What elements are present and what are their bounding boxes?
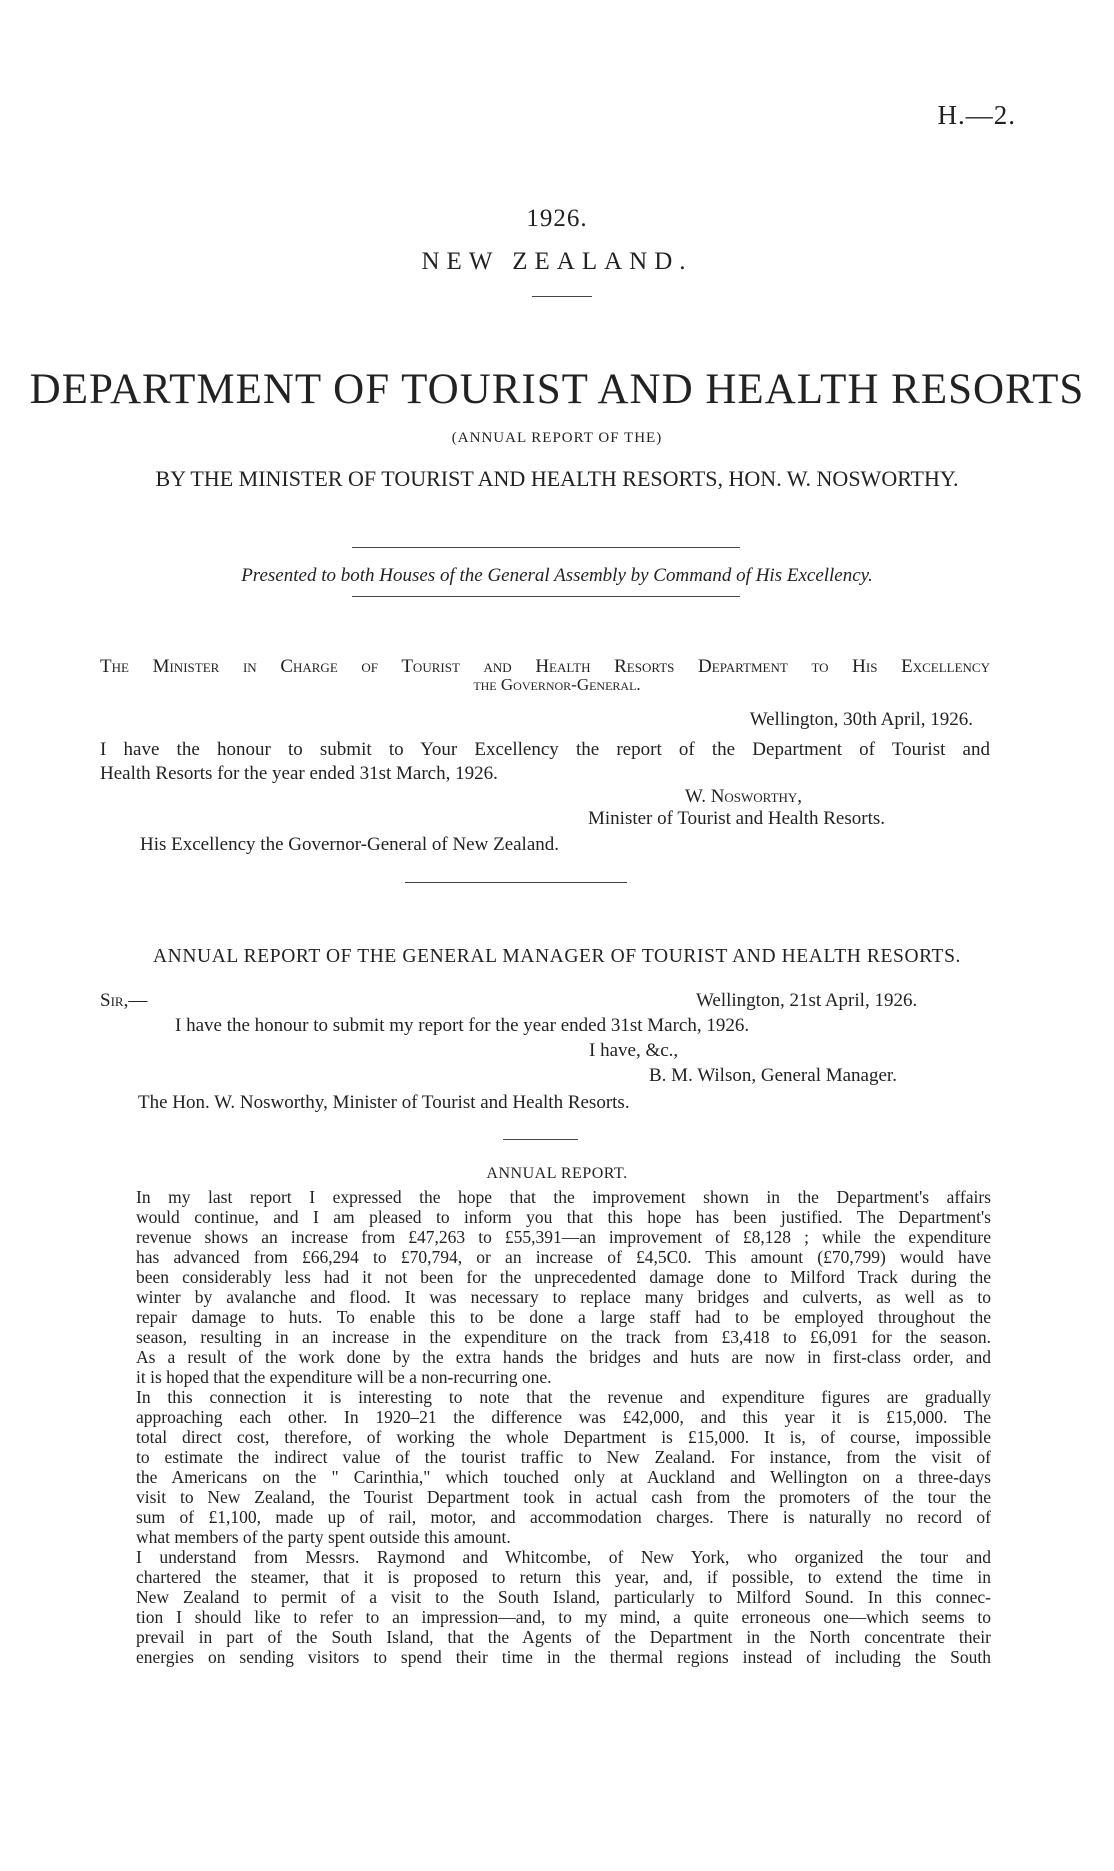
manager-letter-addressee: The Hon. W. Nosworthy, Minister of Tourist and Health Resorts. — [138, 1092, 630, 1113]
report-line: approaching each other. In 1920–21 the difference was £42,000, and this year it is £15,000. The — [136, 1407, 991, 1427]
report-paragraph — [88, 1187, 991, 1387]
report-line: been considerably less had it not been for the unprecedented damage done to Milford Track during the — [136, 1267, 991, 1287]
report-line: tion I should like to refer to an impression—and, to my mind, a quite erroneous one—which seems to — [136, 1607, 991, 1627]
report-line: prevail in part of the South Island, that the Agents of the Department in the North concentrate their — [136, 1627, 991, 1647]
minister-letter-heading-continued: the Governor-General. — [473, 675, 641, 694]
minister-letter-body-line1: I have the honour to submit to Your Excellency the report of the Department of Tourist and — [100, 739, 990, 760]
manager-letter-date: Wellington, 21st April, 1926. — [696, 990, 918, 1011]
report-line: sum of £1,100, made up of rail, motor, and accommodation charges. There is naturally no record of — [136, 1507, 991, 1527]
report-paragraph — [88, 1387, 991, 1547]
report-line: chartered the steamer, that it is proposed to return this year, and, if possible, to extend the time in — [136, 1567, 991, 1587]
report-line: In this connection it is interesting to note that the revenue and expenditure figures are gradually — [136, 1387, 991, 1407]
report-line: I understand from Messrs. Raymond and Whitcombe, of New York, who organized the tour and — [136, 1547, 991, 1567]
byline: BY THE MINISTER OF TOURIST AND HEALTH RESORTS, HON. W. NOSWORTHY. — [155, 466, 959, 491]
minister-signature-title: Minister of Tourist and Health Resorts. — [588, 808, 886, 829]
report-line: revenue shows an increase from £47,263 to £55,391—an improvement of £8,128 ; while the expenditure — [136, 1227, 991, 1247]
divider-presented-bottom — [352, 596, 740, 597]
manager-letter-salutation: Sir,— — [100, 990, 148, 1011]
divider-short-top — [532, 296, 592, 297]
report-line: winter by avalanche and flood. It was necessary to replace many bridges and culverts, as well as to — [136, 1287, 991, 1307]
annual-report-heading: ANNUAL REPORT. — [486, 1165, 628, 1182]
divider-short-bottom — [503, 1139, 578, 1140]
report-line: to estimate the indirect value of the tourist traffic to New Zealand. For instance, from the visit of — [136, 1447, 991, 1467]
manager-letter-closing: I have, &c., — [589, 1040, 679, 1061]
minister-letter-addressee: His Excellency the Governor-General of New Zealand. — [140, 834, 560, 855]
report-line: has advanced from £66,294 to £70,794, or an increase of £4,5C0. This amount (£70,799) would have — [136, 1247, 991, 1267]
report-line: repair damage to huts. To enable this to be done a large staff had to be employed throughout the — [136, 1307, 991, 1327]
report-line: In my last report I expressed the hope that the improvement shown in the Department's affairs — [136, 1187, 991, 1207]
report-paragraph — [88, 1547, 991, 1667]
minister-letter-heading: The Minister in Charge of Tourist and Health Resorts Department to His Excellency — [100, 656, 990, 677]
report-line: visit to New Zealand, the Tourist Department took in actual cash from the promoters of the tour the — [136, 1487, 991, 1507]
manager-letter-body: I have the honour to submit my report for the year ended 31st March, 1926. — [175, 1015, 750, 1036]
document-year: 1926. — [526, 205, 588, 232]
report-line: it is hoped that the expenditure will be a non-recurring one. — [136, 1367, 552, 1387]
minister-signature-name: W. Nosworthy, — [685, 786, 803, 807]
country-heading: NEW ZEALAND. — [421, 248, 693, 275]
divider-presented-top — [352, 547, 740, 548]
report-line: season, resulting in an increase in the expenditure on the track from £3,418 to £6,091 for the season. — [136, 1327, 991, 1347]
report-line: As a result of the work done by the extra hands the bridges and huts are now in first-class order, and — [136, 1347, 991, 1367]
general-manager-report-title: ANNUAL REPORT OF THE GENERAL MANAGER OF TOURIST AND HEALTH RESORTS. — [153, 946, 961, 967]
report-line: total direct cost, therefore, of working the whole Department is £15,000. It is, of course, impossible — [136, 1427, 991, 1447]
manager-letter-signature: B. M. Wilson, General Manager. — [649, 1065, 897, 1086]
report-line: New Zealand to permit of a visit to the South Island, particularly to Milford Sound. In this connec- — [136, 1587, 991, 1607]
presented-statement: Presented to both Houses of the General Assembly by Command of His Excellency. — [241, 565, 873, 586]
document-reference: H.—2. — [937, 100, 1016, 130]
report-line: the Americans on the " Carinthia," which touched only at Auckland and Wellington on a three-days — [136, 1467, 991, 1487]
main-title: DEPARTMENT OF TOURIST AND HEALTH RESORTS — [29, 366, 1085, 413]
minister-letter-body-line2: Health Resorts for the year ended 31st March, 1926. — [100, 763, 498, 784]
report-body — [88, 1187, 991, 1667]
report-line: energies on sending visitors to spend their time in the thermal regions instead of including the South — [136, 1647, 991, 1667]
minister-letter-date: Wellington, 30th April, 1926. — [749, 709, 973, 730]
subtitle: (ANNUAL REPORT OF THE) — [451, 430, 663, 446]
report-line: would continue, and I am pleased to inform you that this hope has been justified. The Department's — [136, 1207, 991, 1227]
divider-middle — [405, 882, 627, 883]
report-line: what members of the party spent outside this amount. — [136, 1527, 511, 1547]
